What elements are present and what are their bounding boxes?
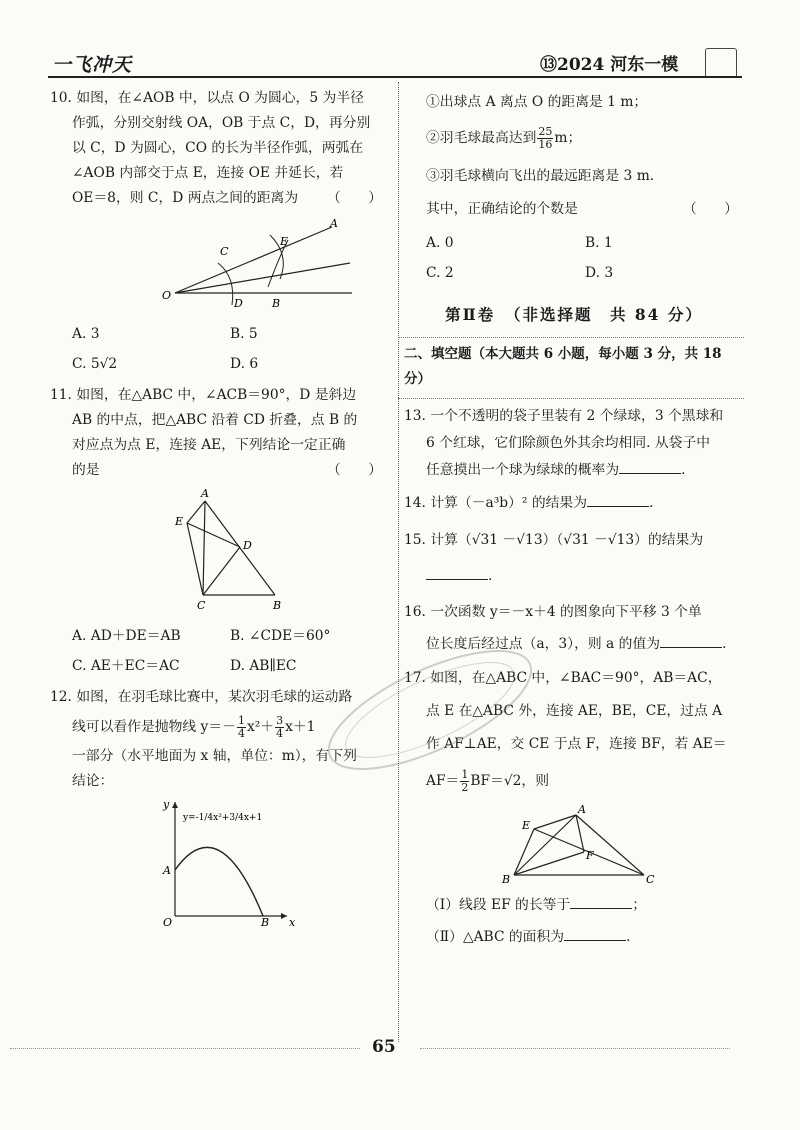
q13-line-last: 任意摸出一个球为绿球的概率为 . [404,457,744,484]
label-E: E [522,819,531,832]
label-C: C [197,599,206,612]
label-O: O [163,916,173,928]
q17-sub2: （Ⅱ）△ABC 的面积为 . [404,921,744,953]
answer-blank[interactable] [587,492,649,507]
header-rule [48,76,742,78]
q11-line: AB 的中点，把△ABC 沿着 CD 折叠，点 B 的 [72,412,358,428]
q10-line: 作弧，分别交射线 OA，OB 于点 C，D，再分别 [72,115,371,131]
q17-line: 17. 如图，在△ABC 中，∠BAC＝90°，AB＝AC， [404,670,722,686]
conclusion-2: ②羽毛球最高达到 $\frac{25}{16}$ m； [426,125,582,151]
q12-line: 结论： [72,773,114,789]
label-B: B [272,297,281,310]
header-brand: 一飞冲天 [52,54,133,76]
label-B: B [502,873,511,885]
q17-line: 作 AF⊥AE，交 CE 于点 F，连接 BF，若 AE＝ [426,736,727,752]
conclusion-1: ①出球点 A 离点 O 的距离是 1 m； [426,94,648,110]
answer-paren: （ ） [326,462,382,478]
option-c: C. 2 [426,265,454,281]
left-column [50,86,388,932]
label-O: O [162,289,172,302]
option-d: D. AB∥EC [230,658,297,674]
q17-line: 点 E 在△ABC 外，连接 AE，BE，CE，过点 A [426,703,723,719]
question-10 [50,86,388,379]
answer-paren: （ ） [326,190,382,206]
label-E: E [175,515,184,528]
question-13 [404,403,744,484]
label-A: A [163,864,171,877]
label-A: A [330,217,338,230]
label-C: C [646,873,655,885]
label-E: E [280,235,289,248]
q10-options [72,319,388,379]
page-number: 65 [372,1037,396,1057]
section-title: 第Ⅱ卷 （非选择题 共 84 分） [445,305,703,324]
q17-sub1: （Ⅰ）线段 EF 的长等于 ； [404,889,744,921]
q11-line: 11. 如图，在△ABC 中，∠ACB＝90°，D 是斜边 [50,387,357,403]
label-A: A [201,487,209,500]
answer-blank[interactable] [570,894,632,909]
header-exam-title: ⑬2024 河东一模 [540,55,679,75]
q17-figure [494,805,794,885]
question-11 [50,383,388,681]
answer-paren: （ ） [682,201,738,217]
footer-rule-left [10,1048,360,1049]
q11-line: 对应点为点 E，连接 AE，下列结论一定正确 [72,437,346,453]
q13-line: 6 个红球，它们除颜色外其余均相同. 从袋子中 [426,435,711,451]
question-12-continued [404,86,744,288]
label-x: x [289,916,296,928]
q12-line: 12. 如图，在羽毛球比赛中，某次羽毛球的运动路 [50,689,353,705]
right-column [404,86,744,955]
header-logo-icon [705,48,737,78]
fraction: $\frac{25}{16}$ [538,125,553,151]
q10-line: 以 C，D 为圆心，CO 的长为半径作弧，两弧在 [72,140,364,156]
q10-line: 10. 如图，在∠AOB 中，以点 O 为圆心，5 为半径 [50,90,364,106]
figure-formula: y=-1/4x²+3/4x+1 [183,813,263,823]
label-C: C [220,245,229,258]
label-y: y [163,798,170,811]
answer-blank[interactable] [564,926,626,941]
q10-line: ∠AOB 内部交于点 E，连接 OE 并延长，若 [72,165,344,181]
q13-line: 13. 一个不透明的袋子里装有 2 个绿球，3 个黑球和 [404,408,724,424]
answer-blank[interactable] [619,459,681,474]
watermark-stamp [300,650,560,770]
q11-line-last: 的是 （ ） [50,458,388,483]
fraction: $\frac{1}{2}$ [461,768,469,794]
option-d: D. 3 [585,265,614,281]
fraction: $\frac{3}{4}$ [276,714,284,740]
fraction: $\frac{1}{4}$ [237,714,245,740]
conclusion-3: ③羽毛球横向飞出的最远距离是 3 m. [426,168,655,184]
q12-figure [145,798,445,928]
q12-line: 一部分（水平地面为 x 轴，单位：m），有下列 [72,748,357,764]
option-b: B. 5 [230,326,258,342]
option-b: B. ∠CDE＝60° [230,628,331,644]
option-a: A. AD＋DE＝AB [72,628,181,644]
q16-line-last: 位长度后经过点（a，3），则 a 的值为 . [404,628,744,660]
q16-line: 16. 一次函数 y＝－x＋4 的图象向下平移 3 个单 [404,604,702,620]
label-B: B [273,599,282,612]
section-separator [398,337,744,338]
section-separator [398,398,744,399]
q12-options [426,228,744,288]
q12-formula-line: 线可以看作是抛物线 y＝－ $\frac{1}{4}$ x²＋ $\frac{3}{4}$ x＋1 [72,714,316,740]
label-A: A [578,805,586,816]
footer-rule-right [420,1048,730,1049]
answer-blank[interactable] [660,633,722,648]
question-15: 15. 计算（√31 －√13）（√31 －√13）的结果为 . [404,532,704,584]
q10-line-last: OE＝8，则 C，D 两点之间的距离为 （ ） [50,186,388,211]
label-F: F [586,849,594,862]
q10-figure [120,215,420,315]
label-B: B [261,916,270,928]
option-b: B. 1 [585,235,613,251]
option-d: D. 6 [230,356,259,372]
option-a: A. 0 [426,235,454,251]
option-a: A. 3 [72,326,100,342]
answer-blank[interactable] [426,565,488,580]
option-c: C. 5√2 [72,356,118,372]
label-D: D [234,297,243,310]
option-c: C. AE＋EC＝AC [72,658,180,674]
q12-ask: 其中，正确结论的个数是 （ ） [404,194,744,224]
label-D: D [243,539,252,552]
part-heading: 二、填空题（本大题共 6 小题，每小题 3 分，共 18 分） [404,346,722,387]
q17-line-4: AF＝ $\frac{1}{2}$ BF＝√2，则 [426,768,550,794]
question-14: 14. 计算（－a³b）² 的结果为 . [404,486,744,520]
q11-figure [125,487,425,617]
